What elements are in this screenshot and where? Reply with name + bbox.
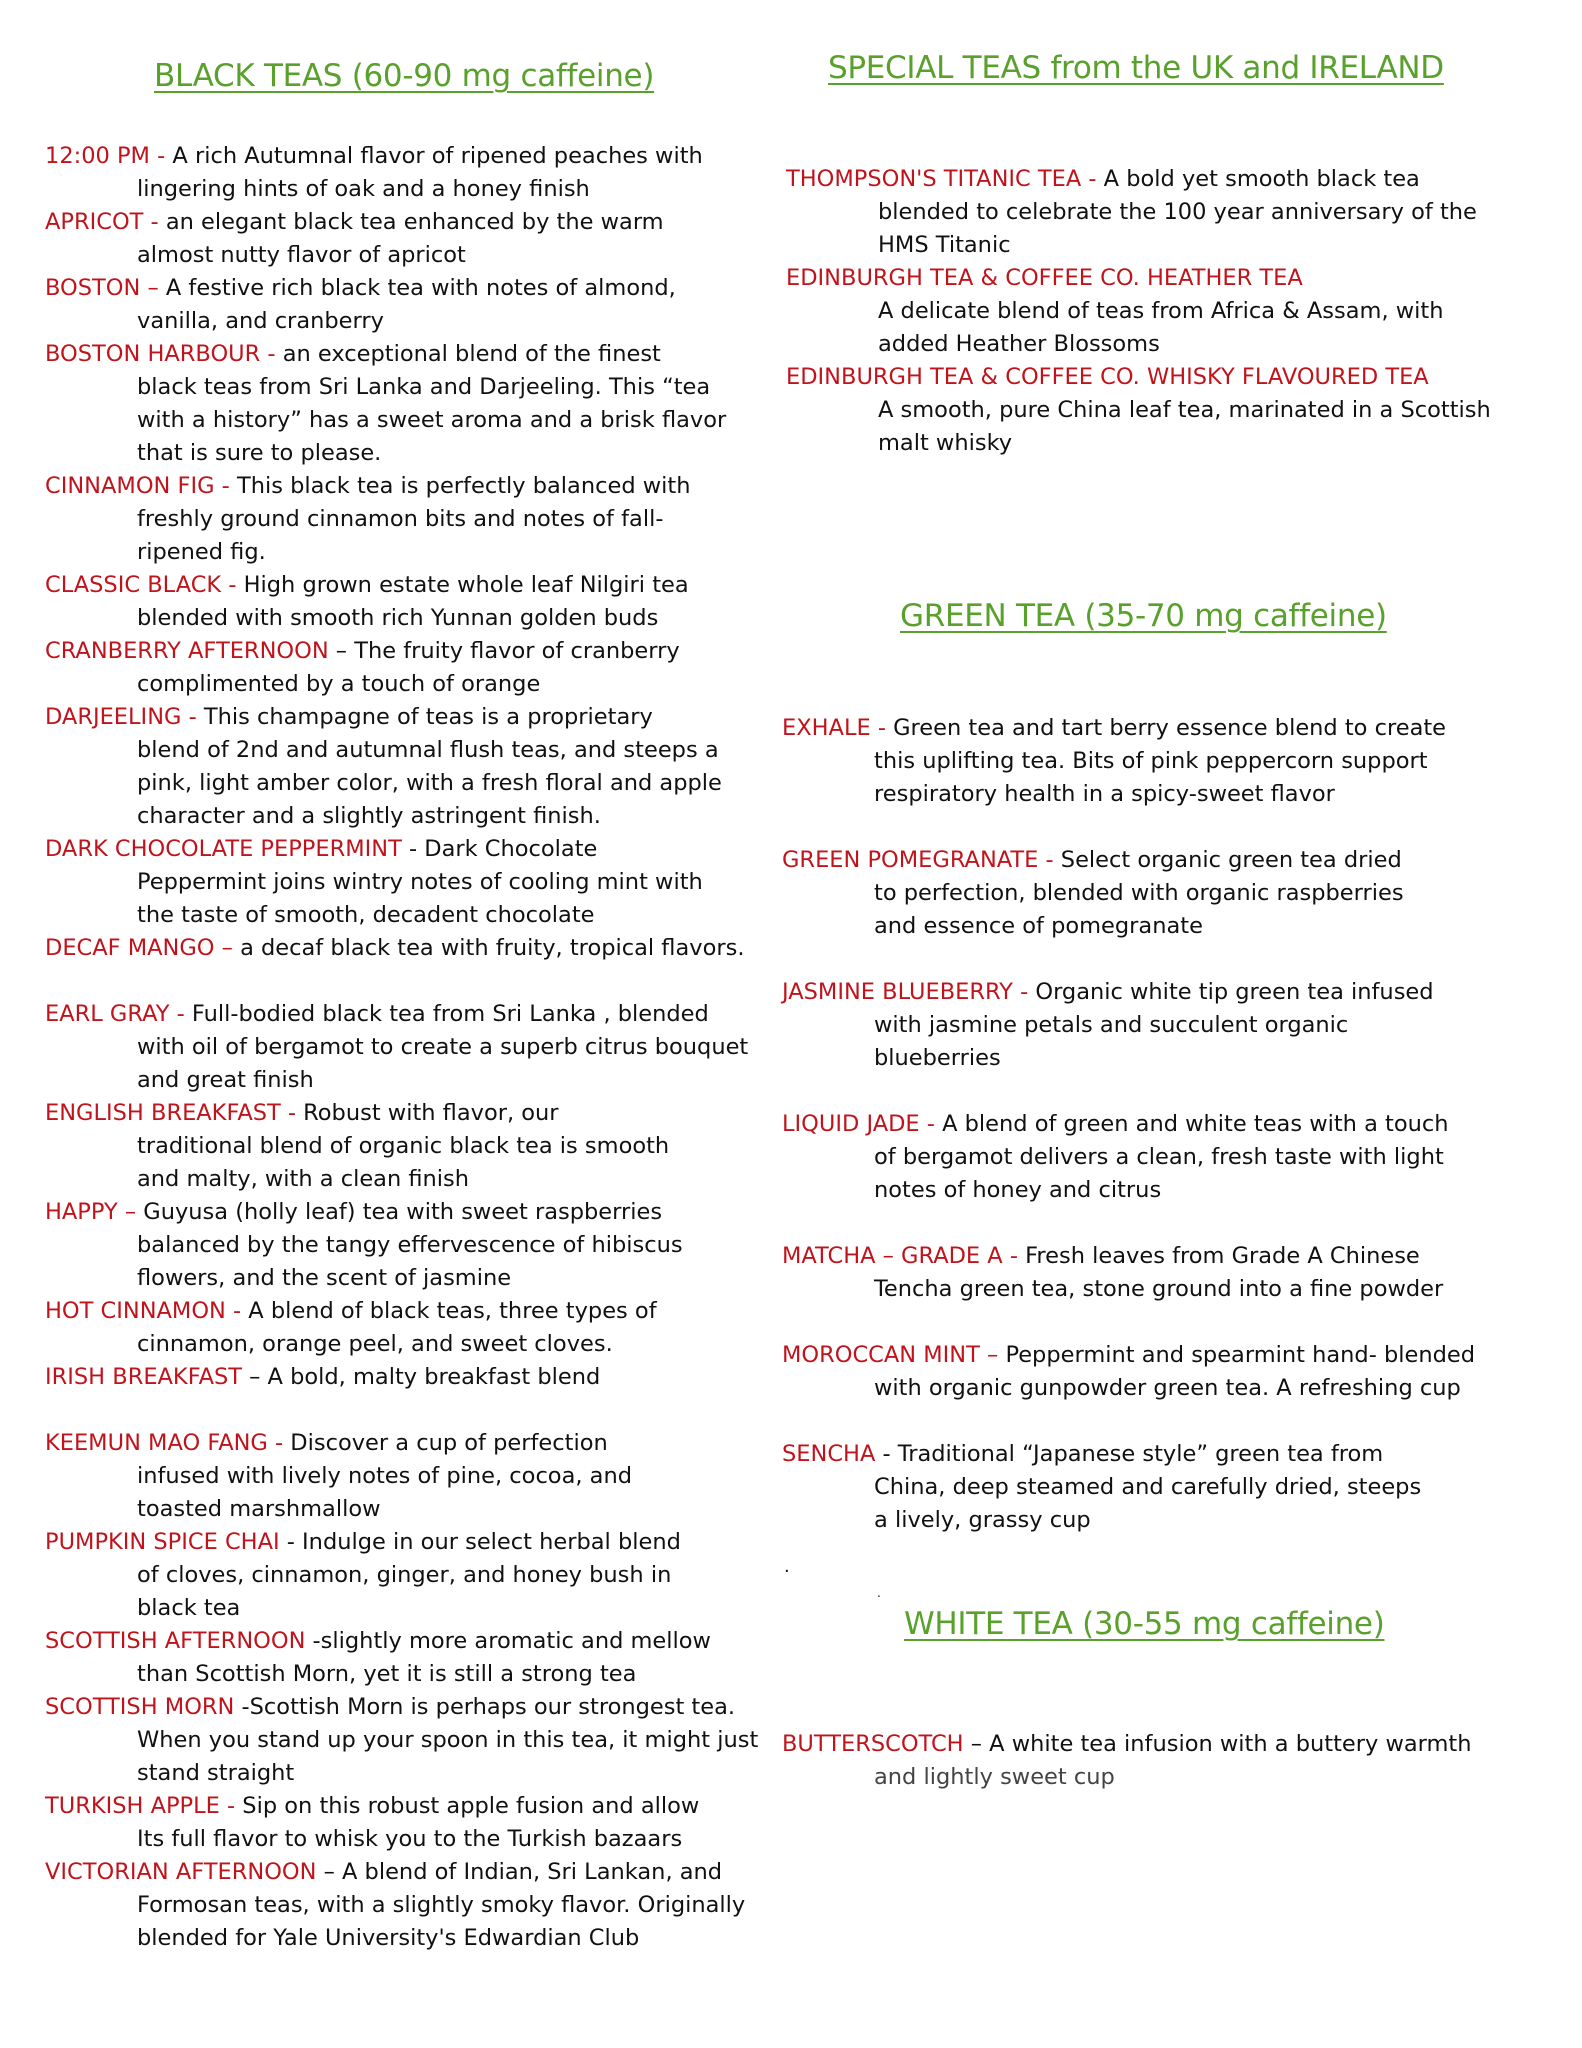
tea-description-line: notes of honey and citrus — [874, 1177, 1162, 1203]
tea-description: Guyusa (holly leaf) tea with sweet raspberries — [136, 1199, 663, 1225]
tea-first-line — [45, 1526, 790, 1559]
tea-description: Discover a cup of perfection — [283, 1430, 608, 1456]
tea-first-line — [45, 998, 790, 1031]
tea-first-line — [782, 1339, 1572, 1372]
tea-description-line: of cloves, cinnamon, ginger, and honey bush in — [137, 1562, 672, 1588]
tea-description-line: this uplifting tea. Bits of pink peppercorn support — [874, 748, 1428, 774]
tea-description-line: Formosan teas, with a slightly smoky flavor. Originally — [137, 1892, 746, 1918]
tea-description: This black tea is perfectly balanced with — [229, 473, 691, 499]
tea-item — [782, 1728, 1572, 1794]
tea-description: A bold yet smooth black tea — [1096, 166, 1420, 192]
tea-name: TURKISH APPLE - — [45, 1793, 236, 1819]
tea-description: Fresh leaves from Grade A Chinese — [1017, 1243, 1420, 1269]
tea-name: LIQUID JADE - — [782, 1111, 935, 1137]
white-tea-heading: WHITE TEA (30-55 mg caffeine) — [904, 1606, 1385, 1642]
tea-first-line — [786, 361, 1576, 394]
tea-name: EXHALE - — [782, 715, 886, 741]
tea-description-line: than Scottish Morn, yet it is still a strong tea — [137, 1661, 637, 1687]
tea-description-line: and lightly sweet cup — [874, 1764, 1115, 1790]
tea-description: Organic white tip green tea infused — [1028, 979, 1434, 1005]
tea-first-line — [45, 1361, 790, 1394]
tea-first-line — [45, 140, 790, 173]
spacer — [782, 1405, 1572, 1438]
tea-description-line: black teas from Sri Lanka and Darjeeling. This “tea — [137, 374, 711, 400]
tea-description-line: and essence of pomegranate — [874, 913, 1203, 939]
tea-item — [45, 1097, 790, 1196]
tea-first-line — [782, 1728, 1572, 1761]
tea-first-line — [782, 1240, 1572, 1273]
tea-first-line — [45, 1295, 790, 1328]
tea-name: BUTTERSCOTCH — [782, 1731, 964, 1757]
tea-description-line: with a history” has a sweet aroma and a brisk flavor — [137, 407, 727, 433]
spacer — [782, 811, 1572, 844]
tea-description-line: freshly ground cinnamon bits and notes of fall- — [137, 506, 664, 532]
tea-first-line — [45, 1427, 790, 1460]
tea-name: DARJEELING - — [45, 704, 197, 730]
tea-description-line: toasted marshmallow — [137, 1496, 381, 1522]
tea-description-line: A delicate blend of teas from Africa & Assam, with — [878, 298, 1444, 324]
tea-description: - Indulge in our select herbal blend — [279, 1529, 681, 1555]
tea-first-line — [45, 206, 790, 239]
tea-name: PUMPKIN SPICE CHAI — [45, 1529, 280, 1555]
tea-name: 12:00 PM - — [45, 143, 166, 169]
tea-item — [45, 1790, 790, 1856]
tea-item — [782, 1108, 1572, 1207]
tea-item — [45, 1196, 790, 1295]
tea-item — [45, 338, 790, 470]
tea-name: SCOTTISH MORN — [45, 1694, 235, 1720]
tea-description-line: pink, light amber color, with a fresh floral and apple — [137, 770, 722, 796]
tea-description: -Scottish Morn is perhaps our strongest tea. — [234, 1694, 736, 1720]
spacer — [45, 965, 790, 998]
tea-item — [45, 1526, 790, 1625]
tea-item — [782, 976, 1572, 1075]
tea-name: HOT CINNAMON - — [45, 1298, 242, 1324]
tea-first-line — [45, 1691, 790, 1724]
tea-item — [782, 1240, 1572, 1306]
tea-item — [45, 1427, 790, 1526]
tea-name: APRICOT - — [45, 209, 159, 235]
tea-item — [45, 272, 790, 338]
tea-first-line — [45, 1196, 790, 1229]
tea-description-line: A smooth, pure China leaf tea, marinated in a Scottish — [878, 397, 1491, 423]
tea-item — [45, 1361, 790, 1394]
black-teas-list — [45, 140, 790, 1955]
tea-description-line: When you stand up your spoon in this tea, it might just — [137, 1727, 759, 1753]
tea-description: – The fruity flavor of cranberry — [328, 638, 680, 664]
tea-description-line: of bergamot delivers a clean, fresh taste with light — [874, 1144, 1444, 1170]
tea-description-line: a lively, grassy cup — [874, 1507, 1091, 1533]
spacer — [782, 1306, 1572, 1339]
tea-first-line — [782, 844, 1572, 877]
tea-description-line: added Heather Blossoms — [878, 331, 1160, 357]
tea-description-line: blend of 2nd and autumnal flush teas, and steeps a — [137, 737, 719, 763]
tea-description-line: balanced by the tangy effervescence of hibiscus — [137, 1232, 683, 1258]
tea-item — [782, 1438, 1572, 1537]
tea-description-line: black tea — [137, 1595, 241, 1621]
tea-description: - Traditional “Japanese style” green tea from — [875, 1441, 1384, 1467]
tea-name: MOROCCAN MINT – — [782, 1342, 999, 1368]
tea-first-line — [45, 932, 790, 965]
tea-description: Sip on this robust apple fusion and allow — [235, 1793, 700, 1819]
tea-item — [45, 1691, 790, 1790]
tea-first-line — [45, 569, 790, 602]
tea-item — [45, 998, 790, 1097]
tea-description: A blend of black teas, three types of — [241, 1298, 657, 1324]
tea-item — [45, 140, 790, 206]
tea-name: GREEN POMEGRANATE - — [782, 847, 1054, 873]
tea-description-line: and malty, with a clean finish — [137, 1166, 470, 1192]
tea-description: A rich Autumnal flavor of ripened peaches with — [165, 143, 703, 169]
spacer — [782, 1207, 1572, 1240]
tea-description-line: malt whisky — [878, 430, 1013, 456]
tea-first-line — [786, 262, 1576, 295]
spacer — [45, 1394, 790, 1427]
tea-description-line: HMS Titanic — [878, 232, 1011, 258]
tea-item — [786, 262, 1576, 361]
tea-description-line: respiratory health in a spicy-sweet flavor — [874, 781, 1335, 807]
tea-first-line — [45, 635, 790, 668]
tea-item — [782, 844, 1572, 943]
tea-name: THOMPSON'S TITANIC TEA - — [786, 166, 1097, 192]
tea-name: IRISH BREAKFAST — [45, 1364, 242, 1390]
tea-first-line — [45, 701, 790, 734]
tea-first-line — [45, 1790, 790, 1823]
tea-first-line — [782, 1438, 1572, 1471]
tea-name: CINNAMON FIG - — [45, 473, 230, 499]
tea-item — [45, 635, 790, 701]
tea-name: SENCHA — [782, 1441, 876, 1467]
tea-name: CRANBERRY AFTERNOON — [45, 638, 329, 664]
tea-description-line: flowers, and the scent of jasmine — [137, 1265, 512, 1291]
spacer — [782, 943, 1572, 976]
tea-description-line: Tencha green tea, stone ground into a fine powder — [874, 1276, 1444, 1302]
tea-description: a decaf black tea with fruity, tropical flavors. — [232, 935, 745, 961]
tea-description: an exceptional blend of the finest — [275, 341, 661, 367]
tea-description-line: ripened fig. — [137, 539, 266, 565]
tea-first-line — [782, 1108, 1572, 1141]
tea-description-line: blended to celebrate the 100 year anniversary of the — [878, 199, 1477, 225]
tea-item — [782, 1339, 1572, 1405]
tea-first-line — [786, 163, 1576, 196]
tea-first-line — [45, 1097, 790, 1130]
tea-item — [45, 206, 790, 272]
tea-item — [45, 701, 790, 833]
tea-description-line: infused with lively notes of pine, cocoa, and — [137, 1463, 632, 1489]
spacer — [782, 1075, 1572, 1108]
tea-description-line: blended with smooth rich Yunnan golden buds — [137, 605, 659, 631]
tea-name: DECAF MANGO – — [45, 935, 233, 961]
tea-description-line: and great finish — [137, 1067, 314, 1093]
tea-item — [45, 833, 790, 932]
tea-description-line: to perfection, blended with organic raspberries — [874, 880, 1404, 906]
green-tea-heading: GREEN TEA (35-70 mg caffeine) — [900, 598, 1387, 634]
tea-description-line: stand straight — [137, 1760, 295, 1786]
tea-item — [786, 163, 1576, 262]
tea-name: DARK CHOCOLATE PEPPERMINT — [45, 836, 402, 862]
tea-first-line — [45, 1625, 790, 1658]
tea-description: an elegant black tea enhanced by the warm — [158, 209, 664, 235]
tea-item — [45, 932, 790, 965]
tea-description: Robust with flavor, our — [296, 1100, 559, 1126]
tea-description: This champagne of teas is a proprietary — [196, 704, 653, 730]
tea-description-line: the taste of smooth, decadent chocolate — [137, 902, 595, 928]
tea-name: KEEMUN MAO FANG - — [45, 1430, 284, 1456]
tea-name: JASMINE BLUEBERRY - — [782, 979, 1029, 1005]
tea-description: -slightly more aromatic and mellow — [305, 1628, 711, 1654]
tea-first-line — [45, 272, 790, 305]
tea-first-line — [45, 470, 790, 503]
tea-description: Peppermint and spearmint hand- blended — [998, 1342, 1476, 1368]
tea-item — [782, 712, 1572, 811]
green-tea-list — [782, 712, 1572, 1537]
tea-name: EDINBURGH TEA & COFFEE CO. WHISKY FLAVOURED TEA — [786, 364, 1429, 390]
tea-name: BOSTON HARBOUR - — [45, 341, 276, 367]
tea-description: Green tea and tart berry essence blend to create — [885, 715, 1447, 741]
tea-description-line: almost nutty flavor of apricot — [137, 242, 466, 268]
tea-description-line: character and a slightly astringent finish. — [137, 803, 601, 829]
tea-description-line: that is sure to please. — [137, 440, 382, 466]
tea-first-line — [45, 338, 790, 371]
tea-item — [786, 361, 1576, 460]
tea-description: – A blend of Indian, Sri Lankan, and — [316, 1859, 723, 1885]
tea-description: High grown estate whole leaf Nilgiri tea — [236, 572, 689, 598]
tea-description: – A white tea infusion with a buttery warmth — [963, 1731, 1472, 1757]
tea-item — [45, 1625, 790, 1691]
tea-description-line: China, deep steamed and carefully dried, steeps — [874, 1474, 1422, 1500]
tea-description-line: complimented by a touch of orange — [137, 671, 541, 697]
tea-item — [45, 569, 790, 635]
special-teas-list — [786, 163, 1576, 460]
tea-description-line: with jasmine petals and succulent organic — [874, 1012, 1349, 1038]
tea-description: A blend of green and white teas with a touch — [934, 1111, 1449, 1137]
tea-description-line: Peppermint joins wintry notes of cooling mint with — [137, 869, 703, 895]
tea-description: – A bold, malty breakfast blend — [242, 1364, 601, 1390]
tea-description-line: blended for Yale University's Edwardian Club — [137, 1925, 640, 1951]
tea-item — [45, 1856, 790, 1955]
tea-name: CLASSIC BLACK - — [45, 572, 237, 598]
tea-first-line — [45, 1856, 790, 1889]
tea-description-line: with oil of bergamot to create a superb citrus bouquet — [137, 1034, 749, 1060]
tea-name: MATCHA – GRADE A - — [782, 1243, 1018, 1269]
tea-item — [45, 1295, 790, 1361]
tea-description: Select organic green tea dried — [1053, 847, 1402, 873]
tea-description-line: blueberries — [874, 1045, 1001, 1071]
tea-item — [45, 470, 790, 569]
tea-description-line: with organic gunpowder green tea. A refreshing cup — [874, 1375, 1461, 1401]
tea-name: EARL GRAY - — [45, 1001, 185, 1027]
tea-name: SCOTTISH AFTERNOON — [45, 1628, 306, 1654]
tea-name: VICTORIAN AFTERNOON — [45, 1859, 317, 1885]
special-teas-heading: SPECIAL TEAS from the UK and IRELAND — [828, 50, 1444, 86]
tea-description: - Dark Chocolate — [401, 836, 598, 862]
tea-name: EDINBURGH TEA & COFFEE CO. HEATHER TEA — [786, 265, 1303, 291]
tea-description-line: lingering hints of oak and a honey finish — [137, 176, 590, 202]
tea-description-line: vanilla, and cranberry — [137, 308, 384, 334]
tea-description: Full-bodied black tea from Sri Lanka , blended — [184, 1001, 709, 1027]
tea-name: BOSTON – — [45, 275, 159, 301]
tea-description: A festive rich black tea with notes of almond, — [158, 275, 676, 301]
tea-first-line — [45, 833, 790, 866]
tea-description-line: cinnamon, orange peel, and sweet cloves. — [137, 1331, 613, 1357]
stray-dot: . — [784, 1556, 790, 1577]
black-teas-heading: BLACK TEAS (60-90 mg caffeine) — [154, 58, 655, 94]
tea-name: ENGLISH BREAKFAST - — [45, 1100, 297, 1126]
white-tea-list — [782, 1728, 1572, 1794]
tea-description-line: traditional blend of organic black tea is smooth — [137, 1133, 670, 1159]
tea-first-line — [782, 712, 1572, 745]
stray-dot-small: . — [877, 1586, 881, 1600]
tea-first-line — [782, 976, 1572, 1009]
tea-name: HAPPY – — [45, 1199, 137, 1225]
tea-description-line: Its full flavor to whisk you to the Turkish bazaars — [137, 1826, 683, 1852]
